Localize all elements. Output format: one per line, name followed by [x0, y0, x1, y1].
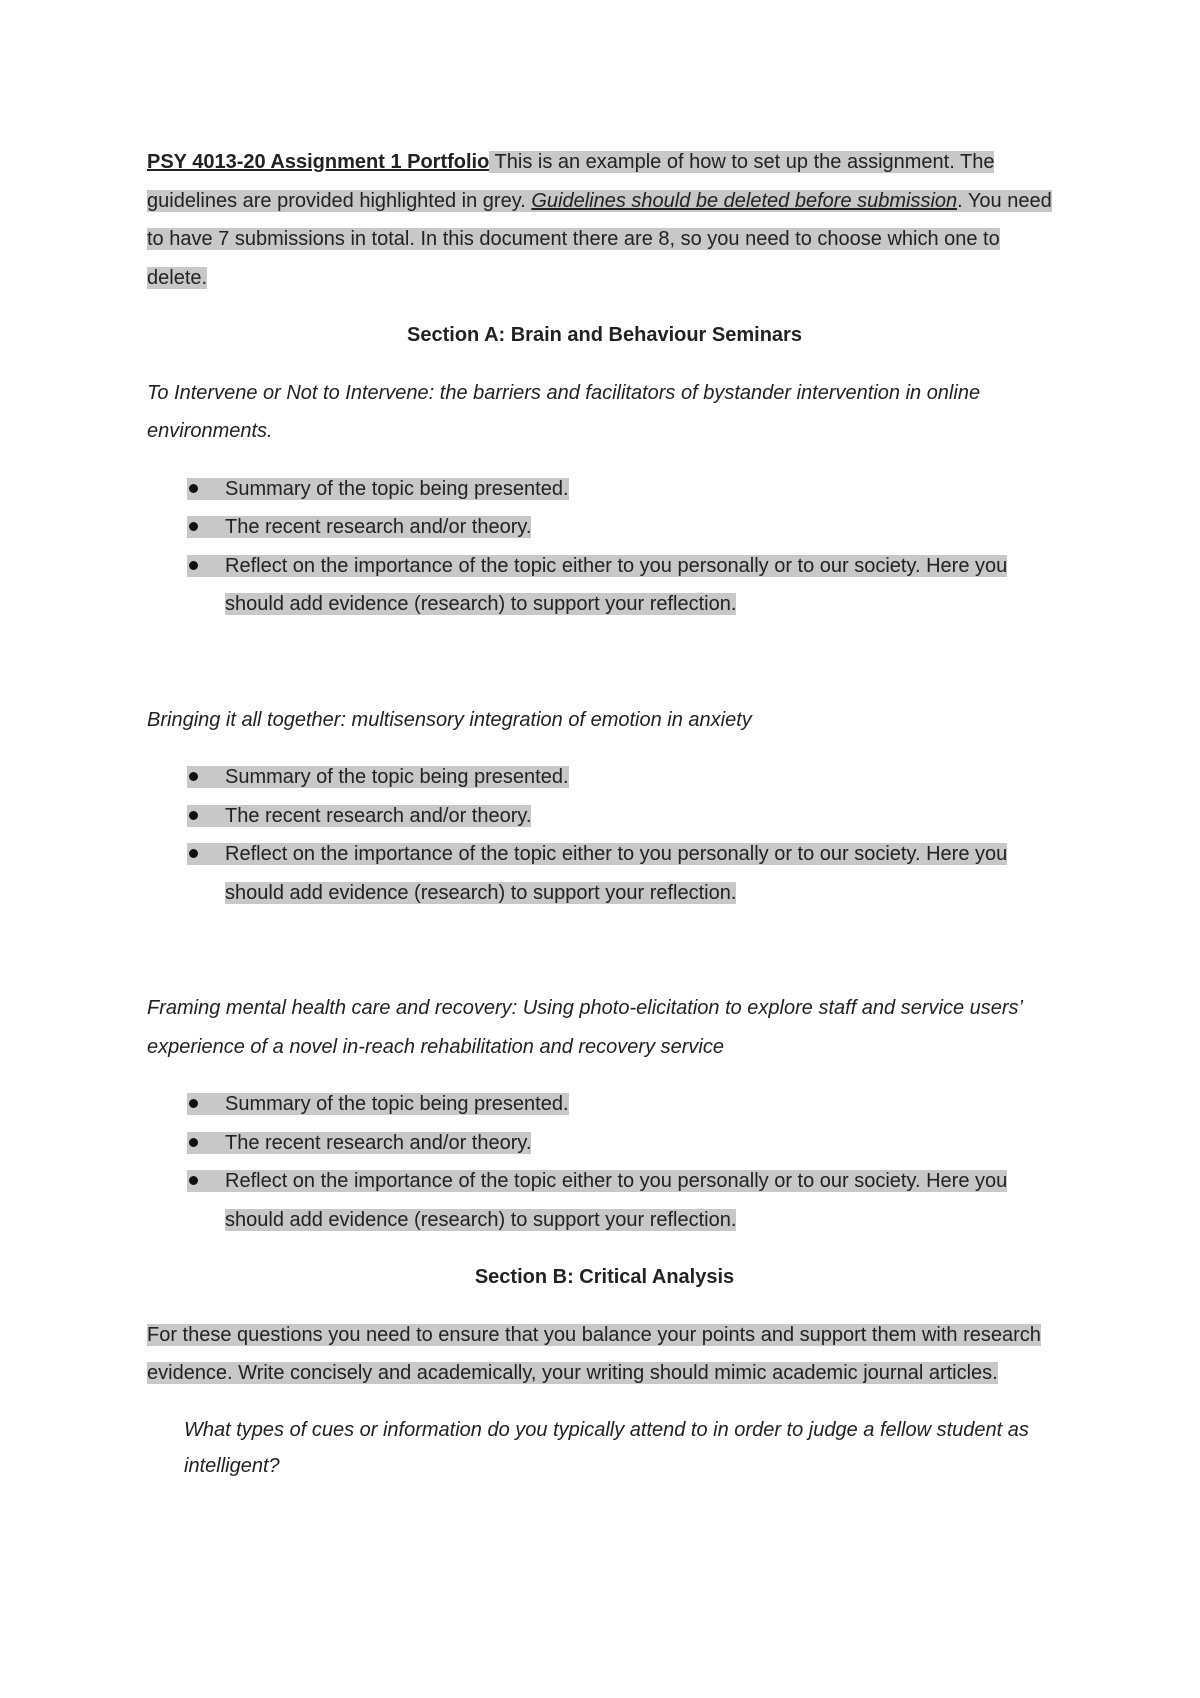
seminar-1-guidelines — [147, 470, 1062, 624]
list-item: Summary of the topic being presented. — [147, 758, 1062, 797]
intro-paragraph — [147, 143, 1062, 297]
bullet-icon — [187, 555, 225, 577]
bullet-icon — [187, 1093, 225, 1115]
critical-analysis-question-1: What types of cues or information do you typically attend to in order to judge a fellow student as intelligent? — [184, 1418, 1029, 1477]
document-page — [147, 143, 1062, 1484]
list-item: Summary of the topic being presented. — [147, 1085, 1062, 1124]
bullet-icon — [187, 766, 225, 788]
bullet-icon — [187, 843, 225, 865]
section-a-heading: Section A: Brain and Behaviour Seminars — [407, 324, 802, 346]
spacer — [147, 912, 1062, 989]
seminar-2-guidelines — [147, 758, 1062, 912]
seminar-3-guidelines — [147, 1085, 1062, 1239]
list-item: Reflect on the importance of the topic either to you personally or to our society. Here you should add evidence (research) to support your reflection. — [147, 1162, 1062, 1239]
list-item: Reflect on the importance of the topic either to you personally or to our society. Here you should add evidence (research) to support your reflection. — [147, 835, 1062, 912]
list-item: The recent research and/or theory. — [147, 508, 1062, 547]
section-b-heading: Section B: Critical Analysis — [474, 1266, 735, 1288]
bullet-icon — [187, 1132, 225, 1154]
bullet-icon — [187, 516, 225, 538]
list-item: The recent research and/or theory. — [147, 797, 1062, 836]
seminar-title-2: Bringing it all together: multisensory integration of emotion in anxiety — [147, 708, 752, 731]
spacer — [147, 624, 1062, 701]
list-item: Reflect on the importance of the topic either to you personally or to our society. Here you should add evidence (research) to support your reflection. — [147, 547, 1062, 624]
bullet-icon — [187, 1170, 225, 1192]
section-b-guideline: For these questions you need to ensure that you balance your points and support them with research evidence. Write concisely and academically, your writing should mimic academic journal articles. — [147, 1323, 1041, 1384]
intro-guideline-text-2: . You need to have 7 submissions in total. In this document there are 8, so you need to choose which one to delete. — [147, 189, 1052, 289]
seminar-title-1: To Intervene or Not to Intervene: the barriers and facilitators of bystander intervention in online environments. — [147, 381, 981, 442]
list-item: The recent research and/or theory. — [147, 1124, 1062, 1163]
bullet-icon — [187, 478, 225, 500]
intro-guideline-text: This is an example of how to set up the assignment. The guidelines are provided highlighted in grey. — [147, 151, 995, 212]
assignment-title: PSY 4013-20 Assignment 1 Portfolio — [147, 151, 490, 173]
list-item: Summary of the topic being presented. — [147, 470, 1062, 509]
guideline-deletion-note: Guidelines should be deleted before submission — [531, 189, 958, 212]
bullet-icon — [187, 805, 225, 827]
seminar-title-3: Framing mental health care and recovery: Using photo-elicitation to explore staff and service users’ experience of a novel in-reach rehabilitation and recovery service — [147, 997, 1022, 1058]
